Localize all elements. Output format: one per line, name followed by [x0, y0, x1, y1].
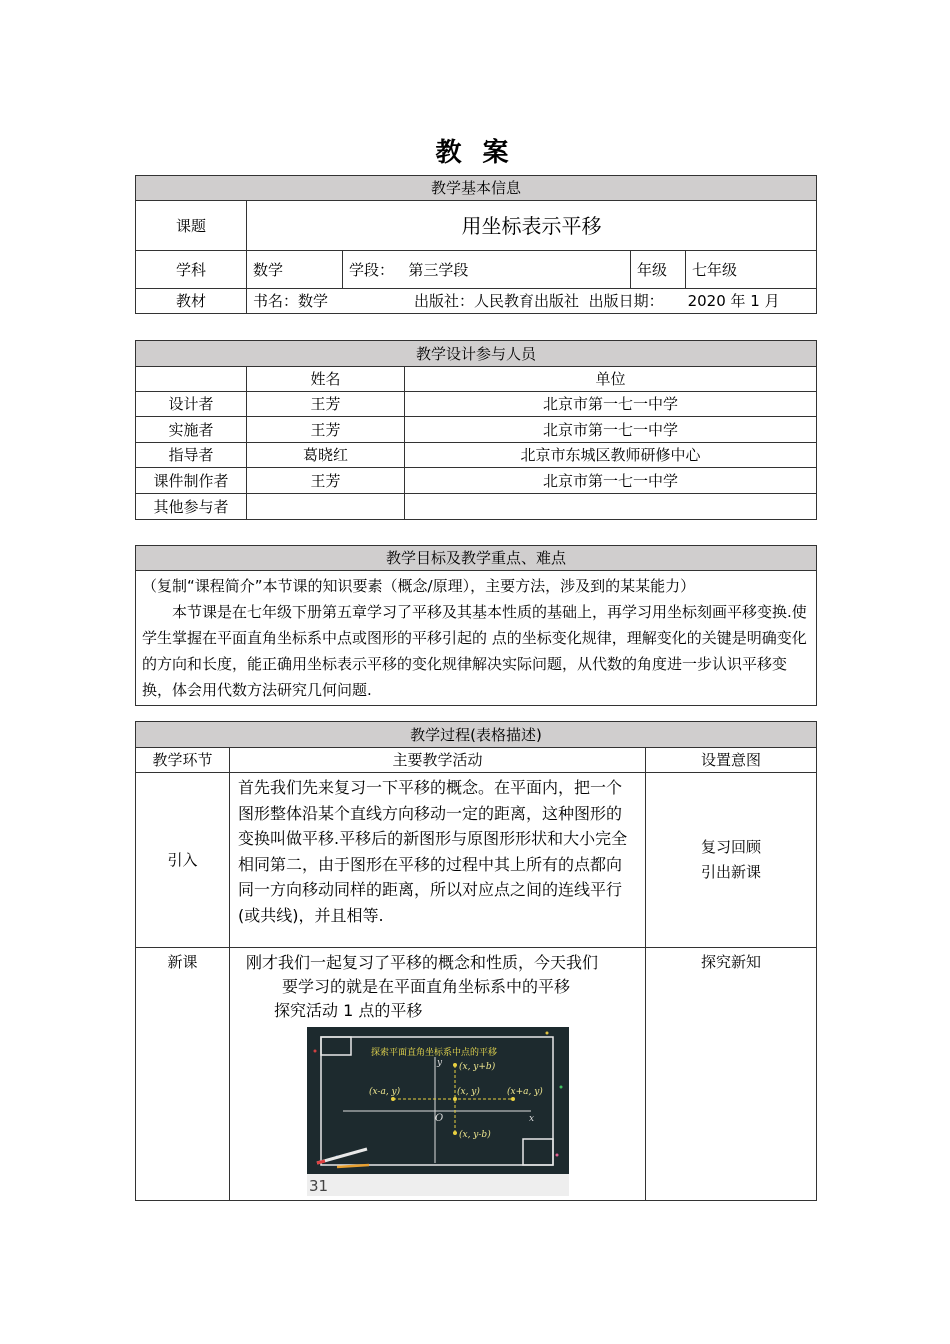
point-left — [391, 1097, 395, 1101]
staff-unit: 北京市第一七一中学 — [405, 392, 817, 417]
new-intent: 探究新知 — [646, 948, 817, 1201]
screen-heading: 探索平面直角坐标系中点的平移 — [371, 1048, 498, 1058]
staff-unit: 北京市东城区教师研修中心 — [405, 443, 817, 468]
chalk-tip — [317, 1161, 325, 1163]
table-row — [136, 948, 817, 1201]
new-activity-line3: 探究活动 1 点的平移 — [274, 1001, 423, 1020]
label-right: (x+a, y) — [507, 1087, 543, 1097]
period-value: 第三学段 — [408, 260, 469, 279]
col-unit: 单位 — [405, 367, 817, 392]
table-row — [136, 443, 817, 468]
staff-role: 其他参与者 — [136, 494, 247, 520]
point-center — [453, 1097, 457, 1101]
staff-table — [135, 340, 817, 520]
intro-intent — [646, 773, 817, 948]
goals-table — [135, 545, 817, 706]
point-up — [453, 1063, 457, 1067]
staff-name — [247, 494, 405, 520]
subject-label: 学科 — [136, 251, 247, 289]
basic-info-header: 教学基本信息 — [136, 176, 817, 201]
period-cell — [343, 251, 631, 289]
intro-intent-line2: 引出新课 — [701, 863, 762, 881]
staff-unit: 北京市第一七一中学 — [405, 468, 817, 494]
staff-name: 葛晓红 — [247, 443, 405, 468]
book-name: 书名：数学 — [253, 292, 329, 310]
col-stage: 教学环节 — [136, 748, 230, 773]
staff-name: 王芳 — [247, 392, 405, 417]
textbook-info — [247, 289, 817, 314]
staff-header: 教学设计参与人员 — [136, 341, 817, 367]
pub-date-value: 2020 年 1 月 — [687, 292, 780, 310]
table-row — [136, 494, 817, 520]
topic-value: 用坐标表示平移 — [247, 201, 817, 251]
dot-decor — [560, 1086, 563, 1089]
staff-role: 课件制作者 — [136, 468, 247, 494]
label-down: (x, y-b) — [459, 1130, 491, 1140]
col-intent: 设置意图 — [646, 748, 817, 773]
dot-decor — [556, 1154, 559, 1157]
basic-info-table — [135, 175, 817, 314]
staff-role: 设计者 — [136, 392, 247, 417]
textbook-label: 教材 — [136, 289, 247, 314]
new-activity — [230, 948, 646, 1201]
grade-label: 年级 — [631, 251, 686, 289]
staff-unit — [405, 494, 817, 520]
table-row — [136, 417, 817, 443]
lesson-screenshot — [307, 1027, 569, 1196]
slide-number: 31 — [309, 1177, 329, 1195]
screen-footer — [307, 1174, 569, 1196]
x-axis-label: x — [529, 1114, 535, 1124]
col-activity: 主要教学活动 — [230, 748, 646, 773]
staff-role: 指导者 — [136, 443, 247, 468]
goals-content — [136, 571, 817, 706]
y-axis-label: y — [437, 1058, 443, 1068]
publisher: 出版社：人民教育出版社 — [414, 292, 580, 310]
new-stage: 新课 — [136, 948, 230, 1201]
point-down — [453, 1131, 457, 1135]
topic-label: 课题 — [136, 201, 247, 251]
point-right — [511, 1097, 515, 1101]
staff-name: 王芳 — [247, 417, 405, 443]
dot-decor — [546, 1032, 549, 1035]
dot-decor — [314, 1050, 317, 1053]
intro-activity: 首先我们先来复习一下平移的概念。在平面内，把一个图形整体沿某个直线方向移动一定的距离，这种图形的变换叫做平移.平移后的新图形与原图形形状和大小完全相同第二，由于图形在平移的过程中其上所有的点都向同一方向移动同样的距离，所以对应点之间的连线平行(或共线)，并且相等. — [230, 773, 646, 948]
staff-corner — [136, 367, 247, 392]
table-row — [136, 392, 817, 417]
goals-header: 教学目标及教学重点、难点 — [136, 546, 817, 571]
staff-name: 王芳 — [247, 468, 405, 494]
table-row — [136, 773, 817, 948]
goals-body: 本节课是在七年级下册第五章学习了平移及其基本性质的基础上，再学习用坐标刻画平移变换.使学生掌握在平面直角坐标系中点或图形的平移引起的 点的坐标变化规律，理解变化的关键是明确变化的方向和长度，能正确用坐标表示平移的变化规律解决实际问题，从代数的角度进一步认识平移变换，体会用代数方法研究几何问题. — [142, 603, 807, 699]
staff-role: 实施者 — [136, 417, 247, 443]
intro-intent-line1: 复习回顾 — [701, 838, 762, 856]
document-title: 教 案 — [435, 138, 515, 168]
subject-value: 数学 — [247, 251, 343, 289]
period-label: 学段： — [349, 260, 395, 279]
new-activity-line2: 要学习的就是在平面直角坐标系中的平移 — [282, 977, 571, 996]
staff-unit: 北京市第一七一中学 — [405, 417, 817, 443]
pub-date-label: 出版日期： — [588, 292, 664, 310]
origin-label: O — [435, 1113, 444, 1124]
intro-stage: 引入 — [136, 773, 230, 948]
col-name: 姓名 — [247, 367, 405, 392]
process-header: 教学过程(表格描述) — [136, 722, 817, 748]
new-activity-line1: 刚才我们一起复习了平移的概念和性质，今天我们 — [246, 953, 599, 972]
label-up: (x, y+b) — [459, 1062, 496, 1072]
label-left: (x-a, y) — [369, 1087, 401, 1097]
table-row — [136, 468, 817, 494]
process-table — [135, 721, 817, 1201]
label-center: (x, y) — [457, 1087, 480, 1097]
goals-note: （复制“课程简介”本节课的知识要素（概念/原理），主要方法，涉及到的某某能力） — [142, 577, 696, 595]
grade-value: 七年级 — [686, 251, 817, 289]
